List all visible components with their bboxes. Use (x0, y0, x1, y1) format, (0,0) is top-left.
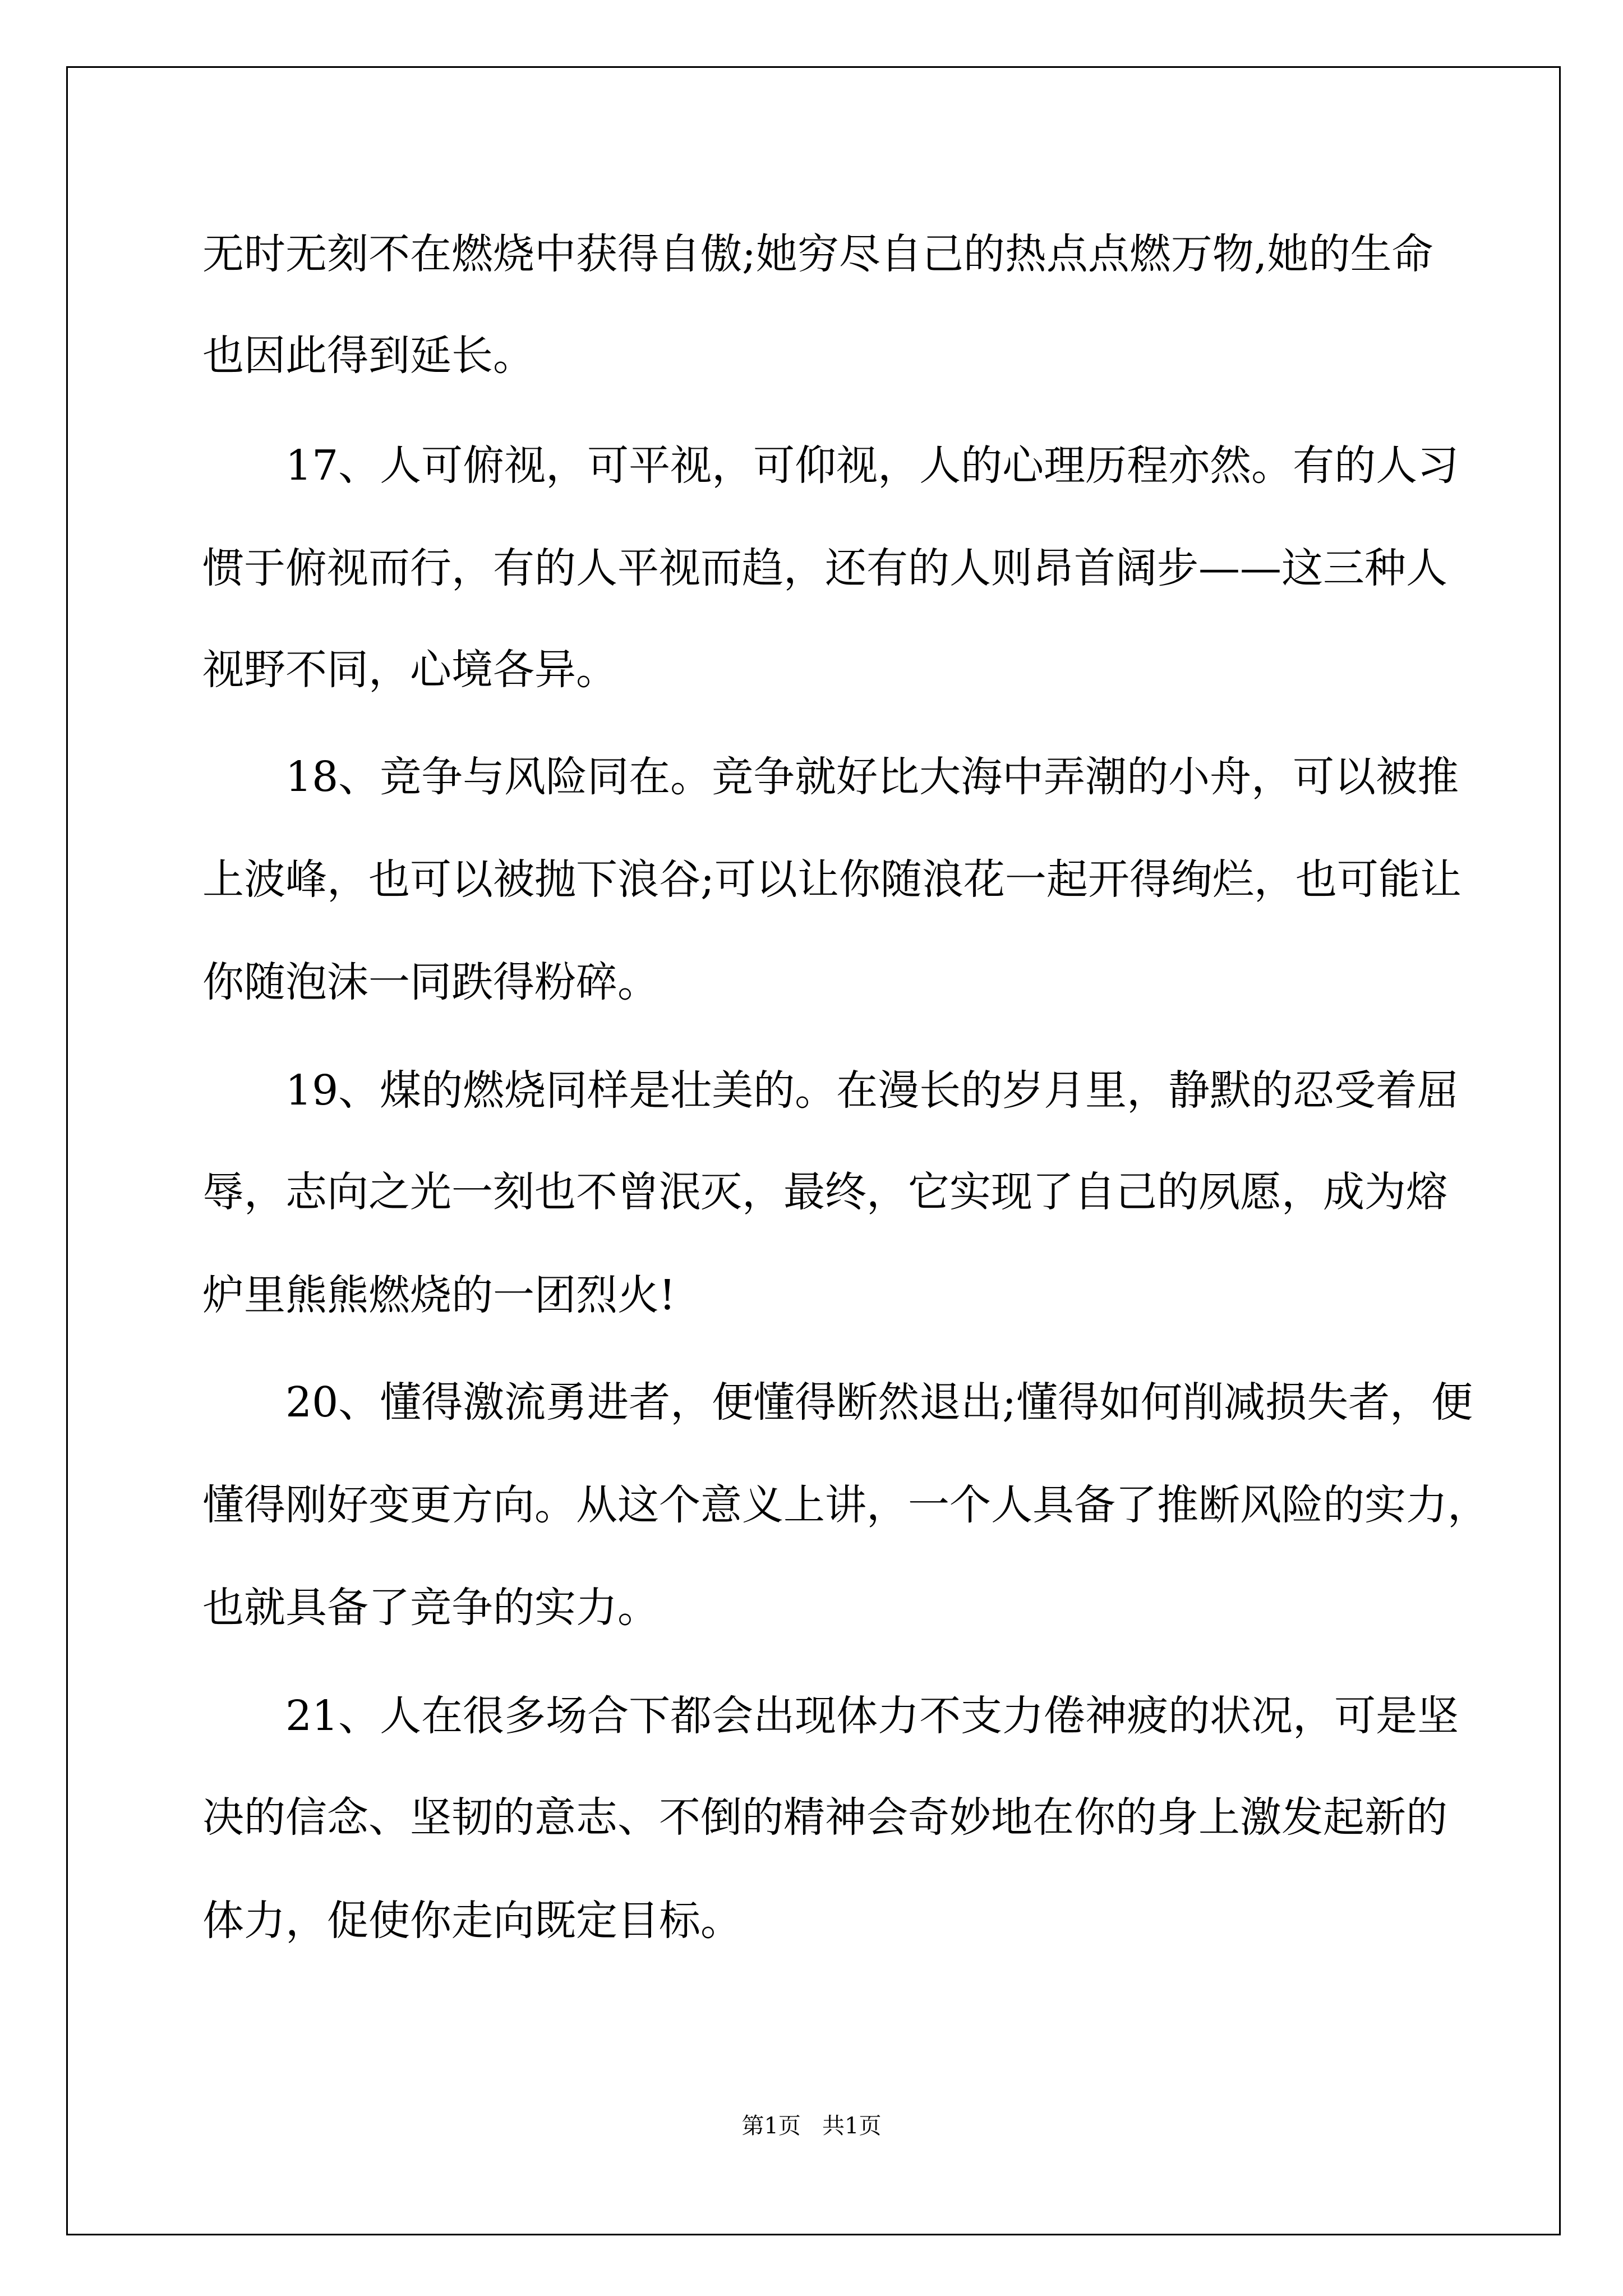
paragraph-line: 也就具备了竞争的实力。 (202, 1584, 659, 1632)
page-footer: 第1页 共1页 (741, 2113, 882, 2139)
paragraph-line: 17、人可俯视，可平视，可仰视，人的心理历程亦然。有的人习 (285, 441, 1459, 490)
paragraph-line: 懂得刚好变更方向。从这个意义上讲，一个人具备了推断风险的实力， (202, 1481, 1489, 1529)
paragraph-line: 你随泡沫一同跌得粉碎。 (202, 958, 659, 1006)
paragraph-line: 19、煤的燃烧同样是壮美的。在漫长的岁月里，静默的忍受着屈 (285, 1066, 1459, 1115)
paragraph-line: 20、懂得激流勇进者，便懂得断然退出;懂得如何削减损失者，便 (285, 1378, 1473, 1427)
paragraph-line: 上波峰，也可以被抛下浪谷;可以让你随浪花一起开得绚烂，也可能让 (202, 855, 1461, 904)
paragraph-line: 21、人在很多场合下都会出现体力不支力倦神疲的状况，可是坚 (285, 1692, 1459, 1740)
paragraph-line: 也因此得到延长。 (202, 332, 534, 380)
paragraph-line: 决的信念、坚韧的意志、不倒的精神会奇妙地在你的身上激发起新的 (202, 1793, 1447, 1842)
paragraph-line: 辱，志向之光一刻也不曾泯灭，最终，它实现了自己的夙愿，成为熔 (202, 1168, 1447, 1216)
paragraph-line: 无时无刻不在燃烧中获得自傲;她穷尽自己的热点点燃万物,她的生命 (202, 230, 1433, 278)
paragraph-line: 惯于俯视而行，有的人平视而趋，还有的人则昂首阔步——这三种人 (202, 544, 1447, 592)
paragraph-line: 体力，促使你走向既定目标。 (202, 1897, 742, 1945)
paragraph-line: 18、竞争与风险同在。竞争就好比大海中弄潮的小舟，可以被推 (285, 753, 1459, 801)
paragraph-line: 视野不同，心境各异。 (202, 646, 617, 694)
paragraph-line: 炉里熊熊燃烧的一团烈火! (202, 1271, 676, 1319)
